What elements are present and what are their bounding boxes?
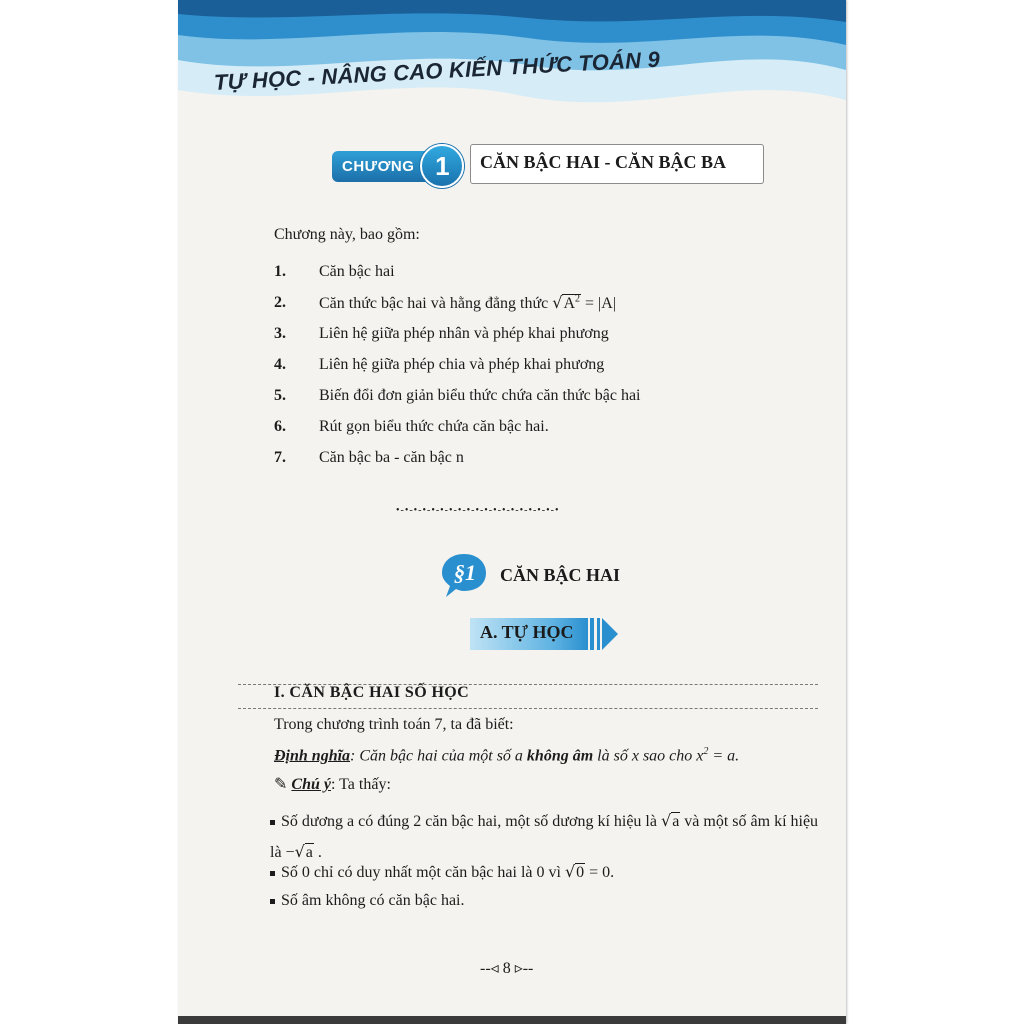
list-item-number: 4. — [274, 355, 286, 373]
list-item-text — [319, 293, 616, 313]
definition-text-b: là số x sao cho x — [593, 747, 704, 765]
list-item-number: 2. — [274, 293, 286, 311]
ornamental-divider: •-•-•-•-•-•-•-•-•-•-•-•-•-•-•-•-•-•-• — [396, 505, 560, 516]
list-item-number: 5. — [274, 386, 286, 404]
list-item — [274, 349, 734, 380]
list-item — [274, 380, 734, 411]
definition-bold: không âm — [526, 747, 594, 765]
list-item-number: 6. — [274, 417, 286, 435]
list-item — [274, 442, 734, 473]
definition-text-a: : Căn bậc hai của một số a — [350, 747, 527, 765]
bullet-text-c: . — [313, 844, 322, 861]
sqrt-formula: √0 — [564, 862, 585, 881]
definition-label: Định nghĩa — [274, 747, 351, 765]
formula-radicand: a — [672, 813, 680, 830]
subheading: I. CĂN BẬC HAI SỐ HỌC — [274, 684, 470, 701]
bullet-negative — [270, 892, 465, 910]
bullet-text-b: = 0. — [585, 864, 615, 881]
definition-text-c: = a. — [708, 747, 740, 765]
formula-radicand: a — [305, 844, 313, 861]
list-item-number: 1. — [274, 262, 286, 280]
square-bullet-icon — [270, 899, 275, 904]
chapter-title: CĂN BẬC HAI - CĂN BẬC BA — [480, 152, 727, 172]
bullet-zero — [270, 862, 614, 882]
list-item — [274, 318, 734, 349]
formula-rhs: = |A| — [585, 294, 617, 312]
square-bullet-icon — [270, 871, 275, 876]
definition — [274, 746, 739, 765]
chapter-word: CHƯƠNG — [332, 151, 426, 182]
bullet-text-a: Số 0 chỉ có duy nhất một căn bậc hai là 0 vì — [281, 864, 565, 881]
bullet-text-a: Số dương a có đúng 2 căn bậc hai, một số dương kí hiệu là — [281, 813, 661, 830]
list-item-text: Liên hệ giữa phép chia và phép khai phương — [319, 355, 605, 373]
formula-radicand: A — [563, 294, 576, 312]
sqrt-formula: $√A^2$ — [552, 292, 581, 312]
chapter-intro: Chương này, bao gồm: — [274, 226, 420, 243]
square-bullet-icon — [270, 820, 275, 825]
section-number: §1 — [454, 560, 476, 585]
list-item-text: Liên hệ giữa phép nhân và phép khai phương — [319, 324, 609, 342]
note-text: : Ta thấy: — [330, 776, 391, 793]
book-page — [178, 0, 846, 1024]
list-item — [274, 256, 734, 287]
paragraph-intro: Trong chương trình toán 7, ta đã biết: — [274, 716, 514, 733]
page-bottom-edge — [178, 1016, 846, 1024]
list-item — [274, 287, 734, 318]
list-item — [274, 411, 734, 442]
list-item-text: Rút gọn biểu thức chứa căn bậc hai. — [319, 417, 549, 435]
chapter-badge — [332, 146, 464, 186]
list-item-number: 7. — [274, 448, 286, 466]
book-title: TỰ HỌC - NÂNG CAO KIẾN THỨC TOÁN 9 — [213, 46, 661, 95]
list-item-text: Căn bậc hai — [319, 262, 395, 280]
list-item-number: 3. — [274, 324, 286, 342]
formula-radicand: 0 — [576, 864, 585, 881]
bullet-text: Số âm không có căn bậc hai. — [281, 892, 465, 909]
formula-exponent: 2 — [575, 293, 581, 305]
page-number: --◃ 8 ▹-- — [480, 960, 534, 977]
note — [274, 774, 391, 794]
sqrt-formula: √a — [660, 811, 680, 830]
list-item-text: Biến đổi đơn giản biểu thức chứa căn thức bậc hai — [319, 386, 641, 404]
chapter-number: 1 — [420, 144, 464, 188]
subheading-rule-bottom — [238, 708, 818, 709]
list-item-text: Căn bậc ba - căn bậc n — [319, 448, 464, 466]
definition-exponent: 2 — [703, 746, 709, 757]
sqrt-formula: √a — [294, 842, 313, 861]
section-title: CĂN BẬC HAI — [500, 565, 621, 585]
list-item-text-main: Căn thức bậc hai và hằng đẳng thức — [319, 294, 549, 312]
pen-icon: ✎ — [274, 776, 288, 793]
tuhoc-heading: A. TỰ HỌC — [480, 622, 574, 642]
bullet-positive — [270, 806, 830, 868]
bullet-text-b: và một số âm kí hiệu là − — [270, 813, 819, 861]
chapter-contents-list — [274, 256, 734, 473]
note-label: Chú ý — [291, 776, 331, 793]
